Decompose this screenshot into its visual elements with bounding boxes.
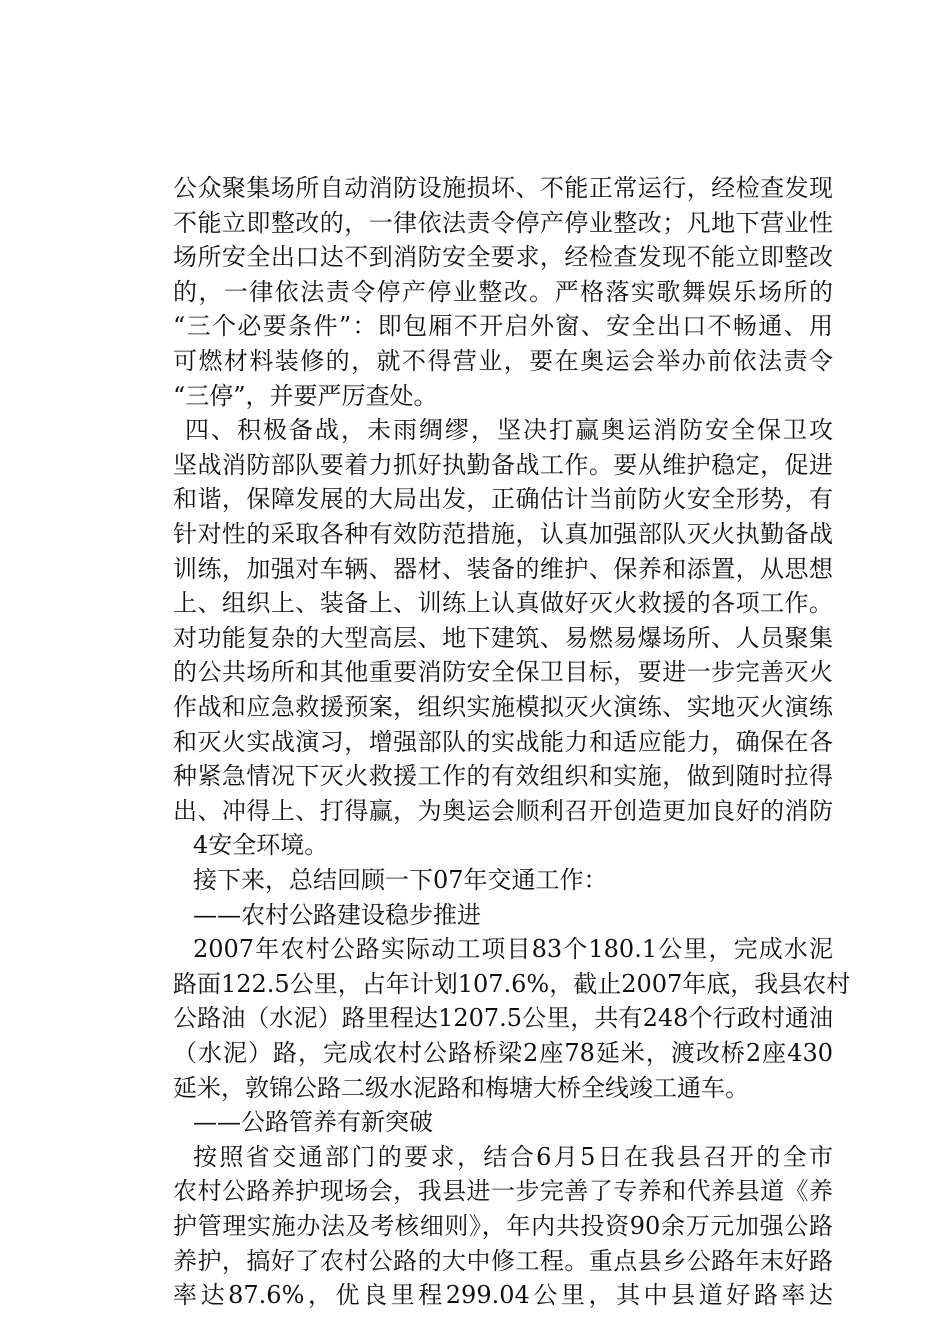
- text-line: 率达87.6%，优良里程299.04公里，其中县道好路率达: [173, 1281, 833, 1310]
- text-line: 延米，敦锦公路二级水泥路和梅塘大桥全线竣工通车。: [173, 1073, 749, 1102]
- text-line: ——农村公路建设稳步推进: [193, 900, 481, 929]
- text-line: 路面122.5公里，占年计划107.6%，截止2007年底，我县农村: [173, 969, 851, 998]
- text-line: 公路油（水泥）路里程达1207.5公里，共有248个行政村通油: [173, 1004, 833, 1033]
- text-line: 和谐，保障发展的大局出发，正确估计当前防火安全形势，有: [173, 485, 833, 514]
- text-line: 农村公路养护现场会，我县进一步完善了专养和代养县道《养: [173, 1177, 833, 1206]
- text-line: 按照省交通部门的要求，结合6月5日在我县召开的全市: [193, 1142, 833, 1171]
- text-line: 的，一律依法责令停产停业整改。严格落实歌舞娱乐场所的: [173, 277, 833, 306]
- text-line: 坚战消防部队要着力抓好执勤备战工作。要从维护稳定，促进: [173, 450, 833, 479]
- text-line: 护管理实施办法及考核细则》，年内共投资90余万元加强公路: [173, 1212, 833, 1240]
- text-line: ——公路管养有新突破: [193, 1108, 433, 1137]
- text-line: 和灭火实战演习，增强部队的实战能力和适应能力，确保在各: [173, 727, 833, 756]
- text-line: 可燃材料装修的，就不得营业，要在奥运会举办前依法责令: [173, 347, 833, 375]
- text-line: 种紧急情况下灭火救援工作的有效组织和实施，做到随时拉得: [173, 762, 833, 791]
- text-line: 不能立即整改的，一律依法责令停产停业整改；凡地下营业性: [173, 208, 833, 237]
- text-line: （水泥）路，完成农村公路桥梁2座78延米，渡改桥2座430: [173, 1039, 833, 1067]
- text-line: 训练，加强对车辆、器材、装备的维护、保养和添置，从思想: [173, 554, 833, 583]
- text-line: 针对性的采取各种有效防范措施，认真加强部队灭火执勤备战: [173, 520, 833, 548]
- text-line: 四、积极备战，未雨绸缪，坚决打赢奥运消防安全保卫攻: [185, 416, 833, 445]
- text-line: 上、组织上、装备上、训练上认真做好灭火救援的各项工作。: [173, 589, 833, 618]
- text-line: “三个必要条件”：即包厢不开启外窗、安全出口不畅通、用: [173, 312, 833, 341]
- text-line: 2007年农村公路实际动工项目83个180.1公里，完成水泥: [193, 935, 833, 964]
- text-line: 4安全环境。: [193, 831, 329, 860]
- text-line: 出、冲得上、打得赢，为奥运会顺利召开创造更加良好的消防: [173, 796, 833, 825]
- text-line: 场所安全出口达不到消防安全要求，经检查发现不能立即整改: [173, 243, 833, 272]
- text-line: 公众聚集场所自动消防设施损坏、不能正常运行，经检查发现: [173, 174, 833, 202]
- text-line: 接下来，总结回顾一下07年交通工作：: [193, 866, 608, 894]
- text-line: 养护，搞好了农村公路的大中修工程。重点县乡公路年末好路: [173, 1246, 833, 1275]
- text-line: 作战和应急救援预案，组织实施模拟灭火演练、实地灭火演练: [173, 693, 833, 721]
- text-line: 对功能复杂的大型高层、地下建筑、易燃易爆场所、人员聚集: [173, 623, 833, 652]
- text-line: 的公共场所和其他重要消防安全保卫目标，要进一步完善灭火: [173, 658, 833, 687]
- text-line: “三停”，并要严厉查处。: [173, 381, 438, 410]
